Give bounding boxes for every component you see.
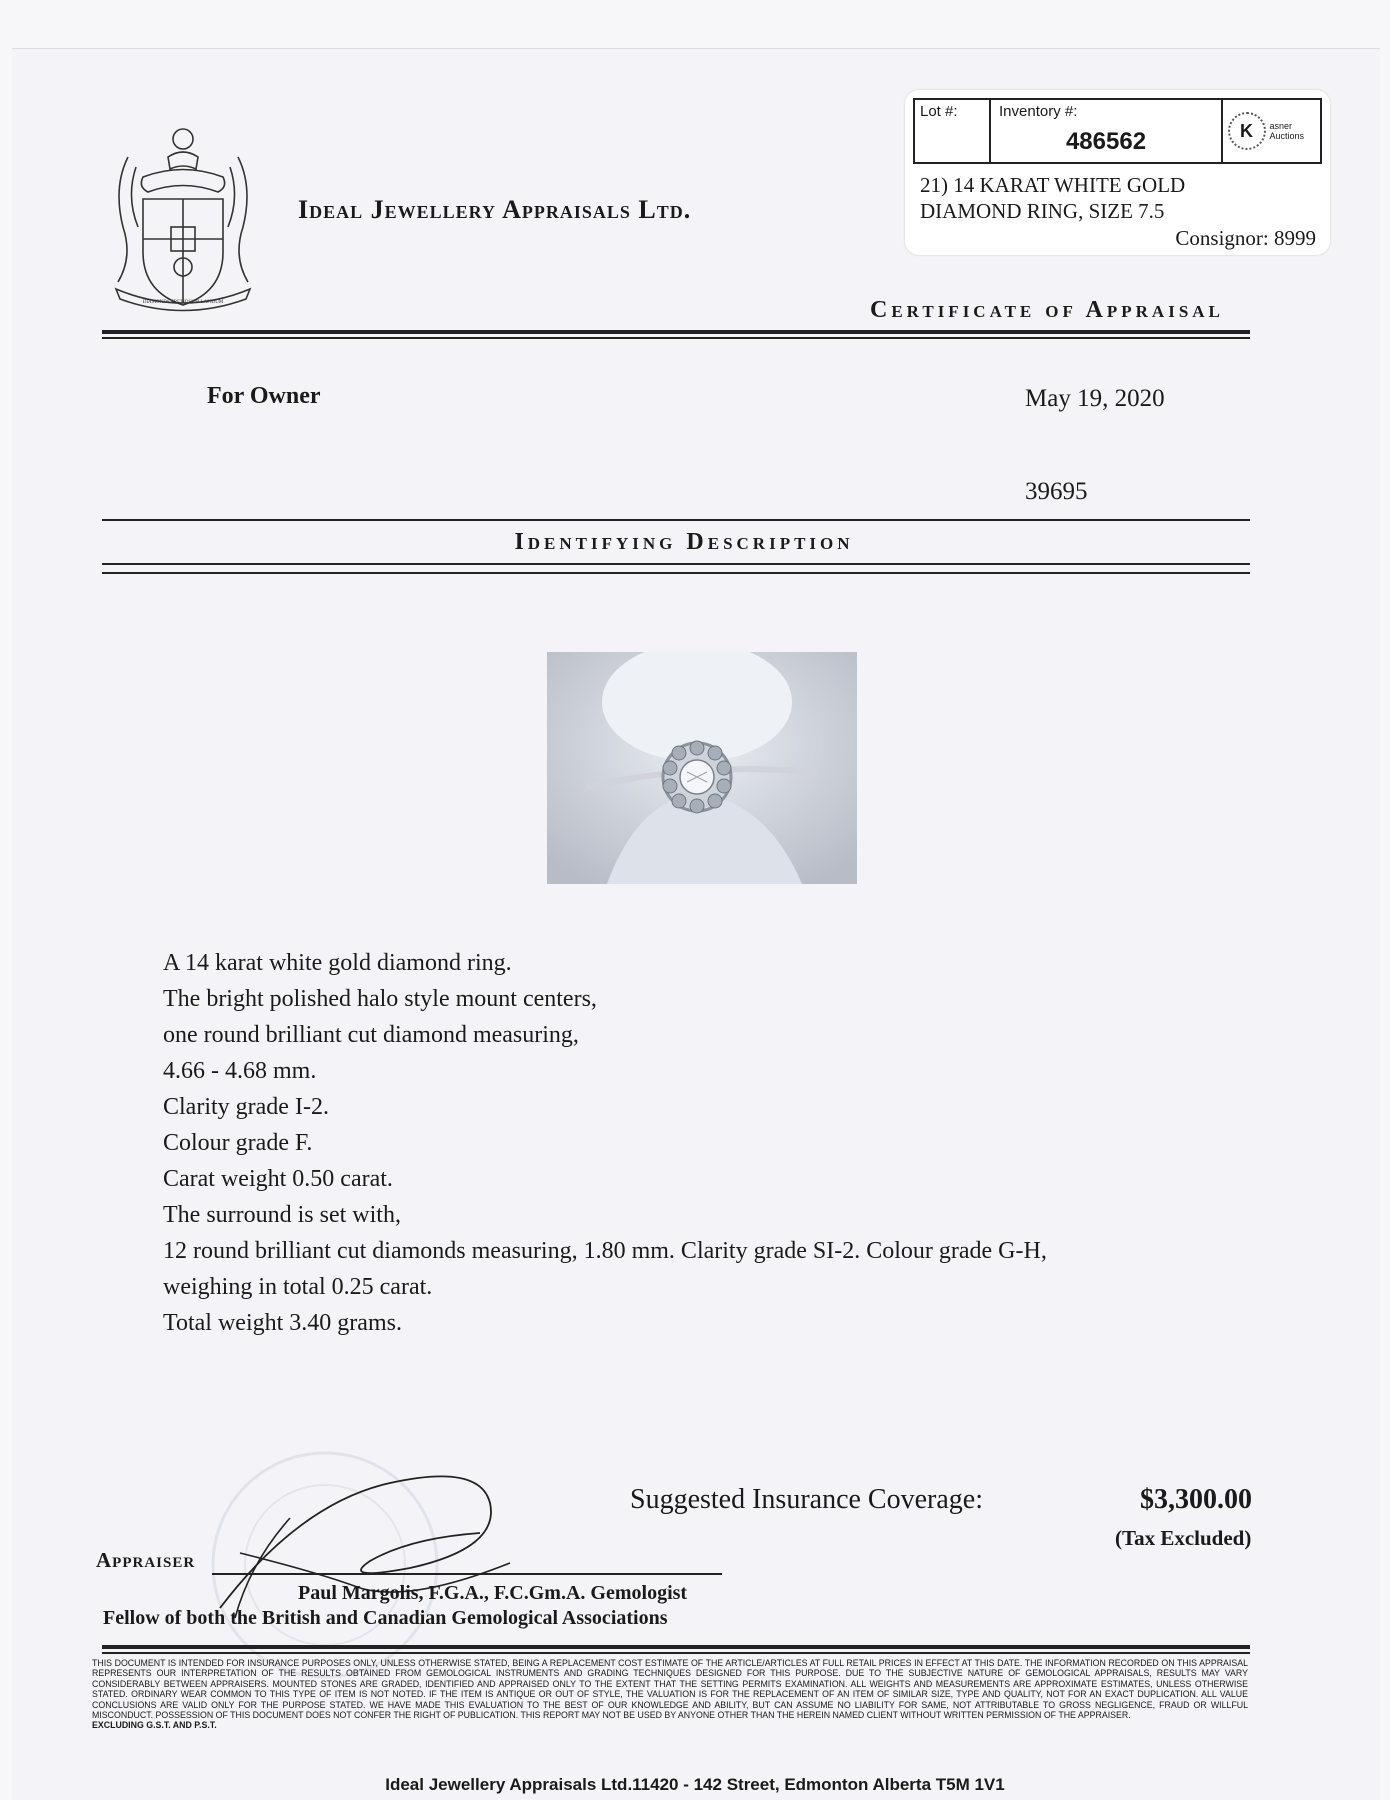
- logo-k-mark: K: [1228, 112, 1266, 150]
- description-line: A 14 karat white gold diamond ring.: [163, 950, 512, 976]
- consignor-number: Consignor: 8999: [1175, 226, 1316, 250]
- appraisal-date: May 19, 2020: [1025, 385, 1165, 412]
- item-description: [163, 945, 1047, 1341]
- auction-desc-line-1: 21) 14 KARAT WHITE GOLD: [920, 173, 1186, 197]
- logo-text-1: asner: [1269, 121, 1293, 131]
- description-line: 4.66 - 4.68 mm.: [163, 1058, 317, 1084]
- certificate-title: Certificate of Appraisal: [870, 297, 1224, 323]
- auction-label-table: [913, 98, 1322, 164]
- tax-exclusion: EXCLUDING G.S.T. AND P.S.T.: [92, 1720, 217, 1731]
- crest-motto: DIAMONDS PRETIOSUM LAPIDUM: [142, 300, 224, 305]
- section-rule-top: [102, 519, 1250, 521]
- reference-number: 39695: [1025, 478, 1088, 505]
- section-rule-bottom: [102, 563, 1250, 565]
- description-line: Total weight 3.40 grams.: [163, 1310, 402, 1336]
- auction-logo-cell: [1223, 100, 1320, 162]
- header-rule-thin: [102, 337, 1250, 339]
- legal-disclaimer: [92, 1658, 1248, 1731]
- tax-note: (Tax Excluded): [1115, 1526, 1252, 1550]
- inventory-cell: [991, 100, 1223, 162]
- kasner-auctions-logo: [1228, 110, 1316, 152]
- description-line: Clarity grade I-2.: [163, 1094, 329, 1120]
- footer-rule-thin: [102, 1652, 1250, 1654]
- footer-address: Ideal Jewellery Appraisals Ltd.11420 - 142 Street, Edmonton Alberta T5M 1V1: [385, 1775, 1005, 1794]
- description-line: Carat weight 0.50 carat.: [163, 1166, 393, 1192]
- insurance-value: $3,300.00: [1140, 1484, 1252, 1515]
- inventory-label: Inventory #:: [999, 103, 1078, 120]
- coat-of-arms-crest: [108, 117, 258, 317]
- lot-label: Lot #:: [920, 103, 958, 120]
- header-rule: [102, 330, 1250, 334]
- ring-photo: [547, 652, 857, 884]
- section-title: Identifying Description: [514, 529, 854, 555]
- appraiser-fellowship: Fellow of both the British and Canadian Gemological Associations: [103, 1607, 668, 1629]
- description-line: weighing in total 0.25 carat.: [163, 1274, 433, 1300]
- description-line: 12 round brilliant cut diamonds measuring, 1.80 mm. Clarity grade SI-2. Colour grade G-H,: [163, 1238, 1047, 1264]
- description-line: The surround is set with,: [163, 1202, 401, 1228]
- description-line: The bright polished halo style mount centers,: [163, 986, 597, 1012]
- description-line: Colour grade F.: [163, 1130, 313, 1156]
- auction-item-description: [920, 172, 1185, 224]
- appraiser-name: Paul Margolis, F.G.A., F.C.Gm.A. Gemologist: [298, 1582, 688, 1604]
- for-owner: For Owner: [207, 383, 321, 409]
- auction-label: [905, 90, 1330, 255]
- section-rule-bottom-2: [102, 572, 1250, 574]
- footer-rule: [102, 1645, 1250, 1649]
- company-name: Ideal Jewellery Appraisals Ltd.: [298, 195, 692, 224]
- insurance-label: Suggested Insurance Coverage:: [630, 1484, 983, 1515]
- description-line: one round brilliant cut diamond measuring,: [163, 1022, 579, 1048]
- logo-text-2: Auctions: [1269, 131, 1305, 141]
- inventory-number: 486562: [1065, 128, 1147, 155]
- auction-desc-line-2: DIAMOND RING, SIZE 7.5: [920, 199, 1165, 223]
- lot-cell: [915, 100, 991, 162]
- disclaimer-text: THIS DOCUMENT IS INTENDED FOR INSURANCE PURPOSES ONLY, UNLESS OTHERWISE STATED, BEING A REPLACEMENT COST ESTIMATE OF THE ARTICLE/ARTICLES AT FULL RETAIL PRICES IN EFFECT AT THIS DATE. THE INFORMATION RECORDED ON THIS APPRAISAL REPRESENTS OUR INTERPRETATION OF THE RESULTS OBTAINED FROM GEMOLOGICAL INSTRUMENTS AND GRADING TECHNIQUES DESIGNED FOR THIS PURPOSE. DUE TO THE SUBJECTIVE NATURE OF GEMOLOGICAL APPRAISALS, RESULTS MAY VARY CONSIDERABLY BETWEEN APPRAISERS. MOUNTED STONES ARE GRADED, IDENTIFIED AND APPRAISED ONLY TO THE EXTENT THAT THE SETTING PERMITS EXAMINATION. ALL WEIGHTS AND MEASUREMENTS ARE APPROXIMATE ESTIMATES, UNLESS OTHERWISE STATED. ORDINARY WEAR COMMON TO THIS TYPE OF ITEM IS NOT NOTED. IF THE ITEM IS ANTIQUE OR OUT OF STYLE, THE VALUATION IS FOR THE REPLACEMENT OF AN ITEM OF SIMILAR SIZE, TYPE AND QUALITY, NOT FOR AN EXACT DUPLICATION. ALL VALUE CONCLUSIONS ARE VALID ONLY FOR THE PURPOSE STATED. WE HAVE MADE THIS EVALUATION TO THE BEST OF OUR KNOWLEDGE AND ABILITY, BUT CAN ASSUME NO LIABILITY FOR SAME, NOT ATTRIBUTABLE TO GROSS NEGLIGENCE, FRAUD OR WILLFUL MISCONDUCT. POSSESSION OF THIS DOCUMENT DOES NOT CONFER THE RIGHT OF PUBLICATION. THIS REPORT MAY NOT BE USED BY ANYONE OTHER THAN THE HEREIN NAMED CLIENT WITHOUT WRITTEN PERMISSION OF THE APPRAISER.: [92, 1658, 1248, 1721]
- appraiser-label: Appraiser: [96, 1548, 196, 1572]
